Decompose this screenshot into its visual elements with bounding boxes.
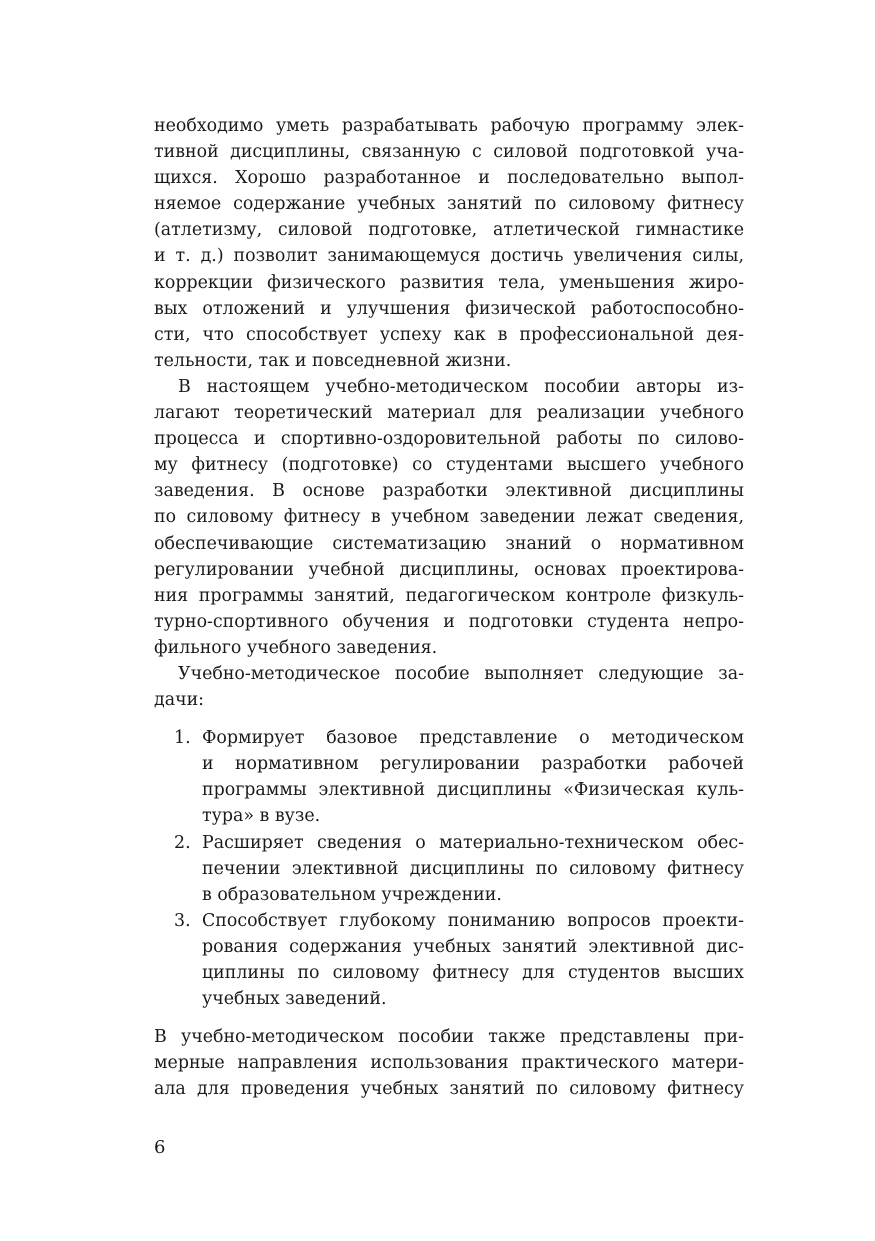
text-line: коррекции физического развития тела, уменьшения жиро- [154, 272, 744, 293]
text-line: ния программы занятий, педагогическом контроле физкуль- [154, 585, 744, 606]
tasks-list [154, 725, 744, 1012]
text-line: тивной дисциплины, связанную с силовой подготовкой уча- [154, 142, 744, 163]
text-line: по силовому фитнесу в учебном заведении лежат сведения, [154, 507, 744, 528]
text-line: обеспечивающие систематизацию знаний о нормативном [154, 533, 744, 554]
paragraph-4 [154, 1024, 744, 1102]
text-line: необходимо уметь разрабатывать рабочую программу элек- [154, 116, 744, 136]
text-line: регулировании учебной дисциплины, основах проектирова- [154, 559, 744, 580]
text-line: процесса и спортивно-оздоровительной работы по силово- [154, 429, 744, 450]
page-body [154, 113, 744, 1102]
list-item [154, 830, 744, 908]
text-line: и нормативном регулировании разработки рабочей [202, 754, 744, 775]
text-line: и т. д.) позволит занимающемуся достичь увеличения силы, [154, 246, 744, 267]
text-line: дачи: [154, 690, 205, 711]
text-line: фильного учебного заведения. [154, 637, 438, 658]
text-line: Способствует глубокому пониманию вопросов проекти- [202, 910, 744, 931]
text-line: му фитнесу (подготовке) со студентами высшего учебного [154, 455, 744, 476]
text-line: В учебно-методическом пособии также представлены при- [154, 1027, 744, 1048]
text-line: печении элективной дисциплины по силовому фитнесу [202, 858, 744, 879]
list-number: 1. [174, 728, 191, 749]
text-line: Формирует базовое представление о методическом [202, 728, 744, 749]
text-line: рования содержания учебных занятий элективной дис- [202, 936, 744, 957]
list-number: 3. [174, 910, 191, 931]
text-line: циплины по силовому фитнесу для студентов высших [202, 963, 744, 983]
text-line: заведения. В основе разработки элективной дисциплины [154, 481, 744, 502]
text-line: вых отложений и улучшения физической работоспособно- [154, 298, 744, 319]
text-line: В настоящем учебно-методическом пособии авторы из- [178, 376, 744, 397]
text-line: в образовательном учреждении. [202, 884, 502, 905]
text-line: ала для проведения учебных занятий по силовому фитнесу [154, 1079, 744, 1100]
text-line: тельности, так и повседневной жизни. [154, 350, 512, 371]
text-line: (атлетизму, силовой подготовке, атлетической гимнастике [154, 220, 744, 241]
text-line: няемое содержание учебных занятий по силовому фитнесу [154, 194, 744, 215]
text-line: турно-спортивного обучения и подготовки студента непро- [154, 611, 744, 632]
paragraph-1 [154, 113, 744, 374]
text-line: сти, что способствует успеху как в профессиональной дея- [154, 324, 744, 345]
text-line: программы элективной дисциплины «Физическая куль- [202, 780, 744, 801]
paragraph-3 [154, 661, 744, 713]
text-line: щихся. Хорошо разработанное и последовательно выпол- [154, 168, 744, 189]
text-line: Расширяет сведения о материально-техническом обес- [202, 832, 744, 853]
text-line: учебных заведений. [202, 989, 387, 1010]
list-item [154, 725, 744, 829]
page-number: 6 [154, 1137, 166, 1158]
text-line: Учебно-методическое пособие выполняет следующие за- [178, 663, 744, 684]
paragraph-2 [154, 374, 744, 661]
list-number: 2. [174, 832, 191, 853]
text-line: тура» в вузе. [202, 806, 321, 827]
text-line: лагают теоретический материал для реализации учебного [154, 403, 744, 424]
text-line: мерные направления использования практического матери- [154, 1053, 744, 1074]
list-item [154, 908, 744, 1012]
